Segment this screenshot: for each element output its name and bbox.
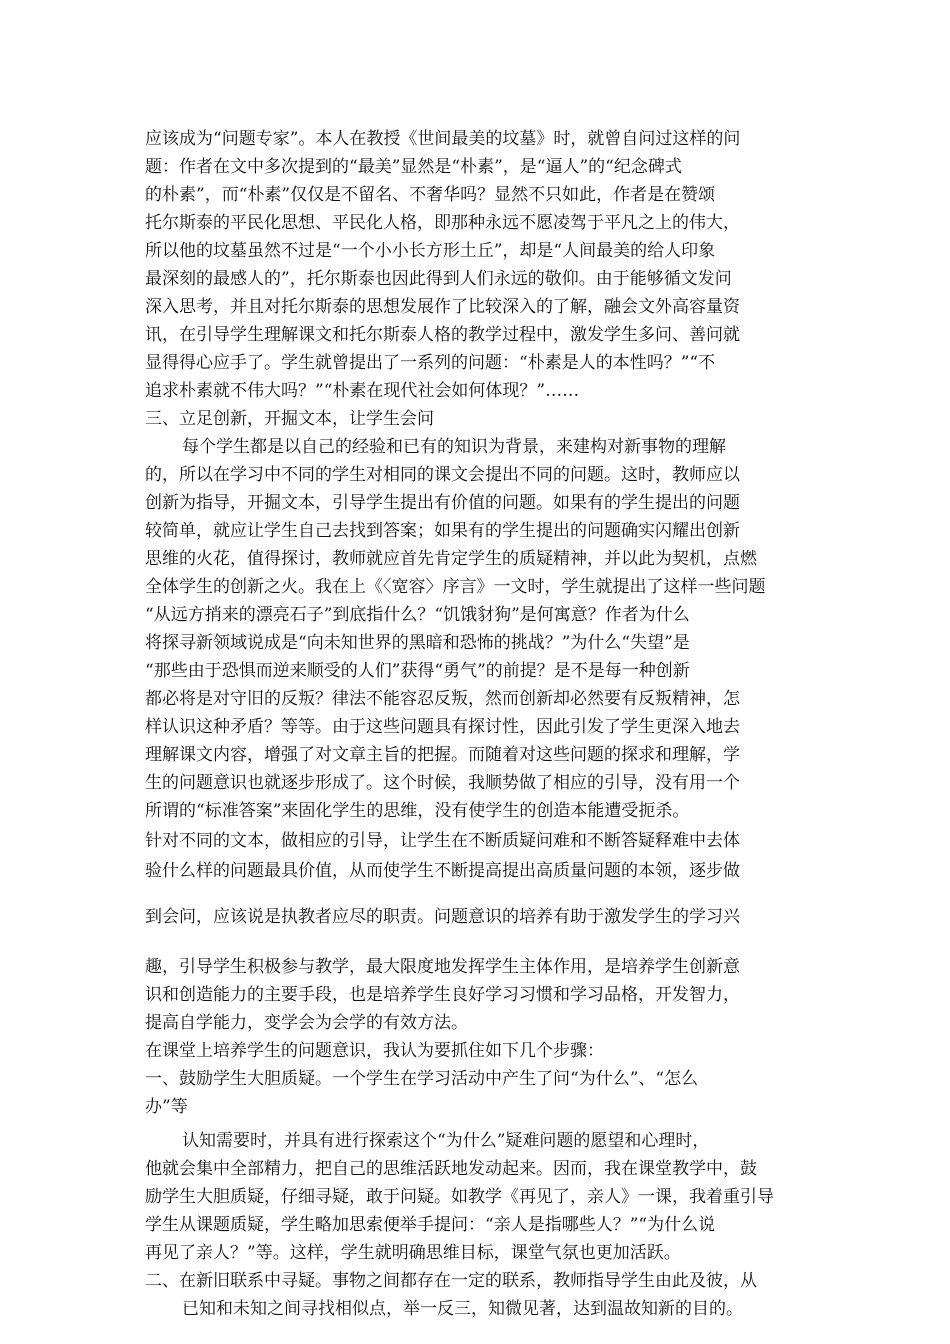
text-line: 思维的火花，值得探讨，教师就应首先肯定学生的质疑精神，并以此为契机，点燃 [145,549,757,569]
text-line: 学生从课题质疑，学生略加思索便举手提问：“亲人是指哪些人？”“为什么说 [145,1215,716,1235]
text-line: 全体学生的创新之火。我在上《〈宽容〉序言》一文时，学生就提出了这样一些问题 [145,577,766,597]
text-line: 样认识这种矛盾？等等。由于这些问题具有探讨性，因此引发了学生更深入地去 [145,717,740,737]
text-line: 托尔斯泰的平民化思想、平民化人格，即那种永远不愿凌驾于平凡之上的伟大， [145,213,740,233]
text-line: 应该成为“问题专家”。本人在教授《世间最美的坟墓》时，就曾自问过这样的问 [145,129,741,149]
text-line: 他就会集中全部精力，把自己的思维活跃地发动起来。因而，我在课堂教学中，鼓 [145,1159,757,1179]
text-line: 提高自学能力，变学会为会学的有效方法。 [145,1013,468,1033]
text-line: 生的问题意识也就逐步形成了。这个时候，我顺势做了相应的引导，没有用一个 [145,773,740,793]
text-line: 励学生大胆质疑，仔细寻疑，敢于问疑。如教学《再见了，亲人》一课，我着重引导 [145,1187,774,1207]
text-line: 已知和未知之间寻找相似点，举一反三，知微见著，达到温故知新的目的。 [182,1299,743,1319]
text-line: “那些由于恐惧而逆来顺受的人们”获得“勇气”的前提？是不是每一种创新 [145,661,690,681]
text-line: 较简单，就应让学生自己去找到答案；如果有的学生提出的问题确实闪耀出创新 [145,521,740,541]
text-line: 再见了亲人？”等。这样，学生就明确思维目标，课堂气氛也更加活跃。 [145,1243,681,1263]
section-heading: 三、立足创新，开掘文本，让学生会问 [145,409,434,429]
text-line: 显得得心应手了。学生就曾提出了一系列的问题：“朴素是人的本性吗？”“不 [145,353,716,373]
text-line: 验什么样的问题最具价值，从而使学生不断提高提出高质量问题的本领，逐步做 [145,861,740,881]
text-line: 每个学生都是以自己的经验和已有的知识为背景，来建构对新事物的理解 [182,437,726,457]
text-line: 将探寻新领域说成是“向未知世界的黑暗和恐怖的挑战？”为什么“失望”是 [145,633,690,653]
text-line: 理解课文内容，增强了对文章主旨的把握。而随着对这些问题的探求和理解，学 [145,745,740,765]
text-line: 的朴素”，而“朴素”仅仅是不留名、不奢华吗？显然不只如此，作者是在赞颂 [145,185,716,205]
text-line: 趣，引导学生积极参与教学，最大限度地发挥学生主体作用，是培养学生创新意 [145,957,740,977]
text-line: 到会问，应该说是执教者应尽的职责。问题意识的培养有助于激发学生的学习兴 [145,907,740,927]
text-line: “从远方捎来的漂亮石子”到底指什么？“饥饿豺狗”是何寓意？作者为什么 [145,605,690,625]
text-line: 识和创造能力的主要手段，也是培养学生良好学习习惯和学习品格，开发智力， [145,985,740,1005]
text-line: 最深刻的最感人的”，托尔斯泰也因此得到人们永远的敬仰。由于能够循文发问 [145,269,732,289]
text-line: 所以他的坟墓虽然不过是“一个小小长方形土丘”，却是“人间最美的给人印象 [145,241,716,261]
section-heading: 一、鼓励学生大胆质疑。一个学生在学习活动中产生了问“为什么”、“怎么 [145,1069,699,1089]
text-line: 的，所以在学习中不同的学生对相同的课文会提出不同的问题。这时，教师应以 [145,465,740,485]
section-heading: 二、在新旧联系中寻疑。事物之间都存在一定的联系，教师指导学生由此及彼，从 [145,1271,757,1291]
text-line: 题：作者在文中多次提到的“最美”显然是“朴素”，是“逼人”的“纪念碑式 [145,157,682,177]
text-line: 创新为指导，开掘文本，引导学生提出有价值的问题。如果有的学生提出的问题 [145,493,740,513]
text-line: 在课堂上培养学生的问题意识，我认为要抓住如下几个步骤： [145,1041,604,1061]
text-line: 针对不同的文本，做相应的引导，让学生在不断质疑问难和不断答疑释难中去体 [145,831,740,851]
text-line: 办”等 [145,1097,188,1117]
text-line: 讯，在引导学生理解课文和托尔斯泰人格的教学过程中，激发学生多问、善问就 [145,325,740,345]
text-line: 深入思考，并且对托尔斯泰的思想发展作了比较深入的了解，融会文外高容量资 [145,297,740,317]
text-line: 所谓的“标准答案”来固化学生的思维，没有使学生的创造本能遭受扼杀。 [145,801,690,821]
text-line: 认知需要时，并具有进行探索这个“为什么”疑难问题的愿望和心理时， [182,1131,710,1151]
text-line: 都必将是对守旧的反叛？律法不能容忍反叛，然而创新却必然要有反叛精神，怎 [145,689,740,709]
text-line: 追求朴素就不伟大吗？”“朴素在现代社会如何体现？”…… [145,381,580,401]
